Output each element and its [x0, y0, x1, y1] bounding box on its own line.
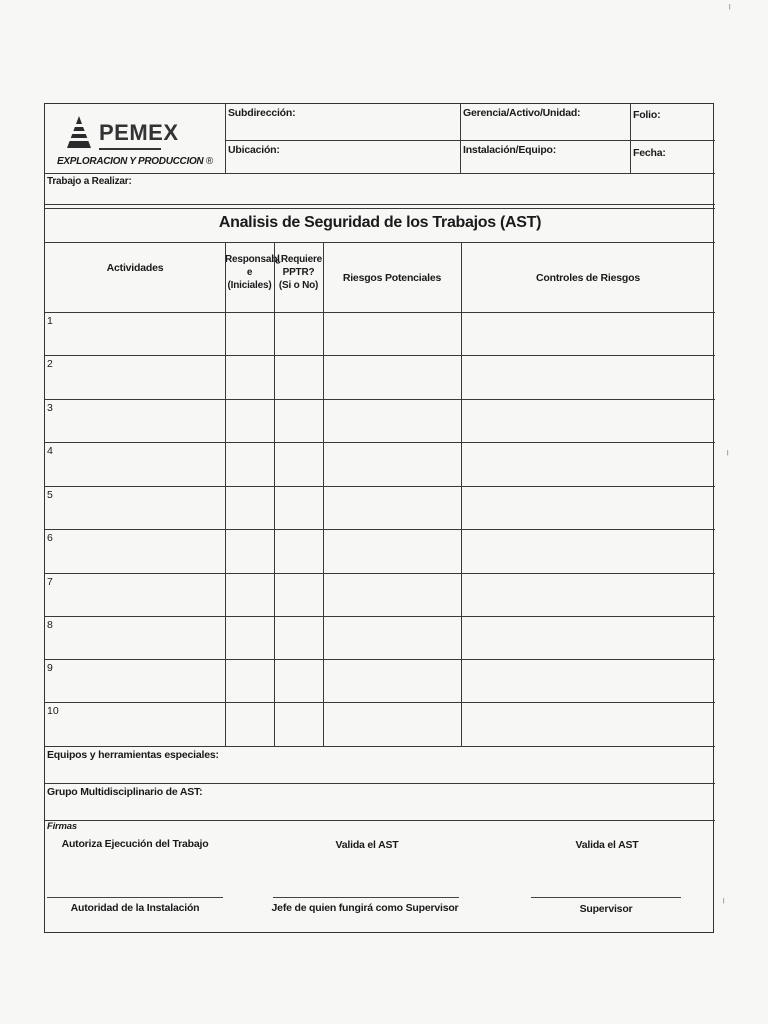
row-rule — [45, 486, 715, 487]
row-rule — [45, 399, 715, 400]
equipos-field[interactable]: Equipos y herramientas especiales: — [47, 749, 219, 761]
col-requiere-line2: PPTR? — [282, 267, 315, 278]
row-rule — [45, 442, 715, 443]
header-divider — [225, 104, 226, 173]
row-number: 10 — [47, 705, 59, 717]
folio-field[interactable]: Folio: — [633, 109, 661, 121]
signature-line-autoridad[interactable] — [47, 897, 223, 898]
registered-mark: ® — [205, 156, 213, 167]
header-divider — [460, 104, 461, 173]
scan-speck: ˡ — [723, 898, 725, 909]
logo-subtitle — [57, 156, 213, 167]
pemex-logo — [51, 108, 223, 172]
firmas-label: Firmas — [47, 821, 77, 832]
row-rule — [45, 529, 715, 530]
gerencia-field[interactable]: Gerencia/Activo/Unidad: — [463, 107, 581, 119]
col-responsable-line1: Responsabl — [225, 254, 280, 265]
row-number: 2 — [47, 358, 53, 370]
logo-rule — [99, 148, 161, 150]
row-number: 1 — [47, 315, 53, 327]
pemex-eagle-icon — [57, 110, 101, 154]
row-number: 9 — [47, 662, 53, 674]
trabajo-field[interactable]: Trabajo a Realizar: — [47, 176, 132, 187]
col-requiere-line3: (Si o No) — [278, 280, 319, 291]
grupo-field[interactable]: Grupo Multidisciplinario de AST: — [47, 786, 203, 798]
logo-subtitle-text: EXPLORACION Y PRODUCCION — [57, 156, 204, 167]
fecha-field[interactable]: Fecha: — [633, 147, 666, 159]
header-rule — [225, 140, 715, 141]
row-rule — [45, 616, 715, 617]
ubicacion-field[interactable]: Ubicación: — [228, 144, 280, 156]
jefe-supervisor-label: Jefe de quien fungirá como Supervisor — [271, 902, 459, 914]
valida-ast-label: Valida el AST — [335, 839, 399, 851]
ast-form — [44, 103, 714, 933]
rule — [45, 208, 715, 209]
row-number: 8 — [47, 619, 53, 631]
col-responsable — [225, 253, 280, 292]
rule — [45, 204, 715, 205]
row-number: 4 — [47, 445, 53, 457]
row-number: 6 — [47, 532, 53, 544]
row-number: 5 — [47, 489, 53, 501]
signature-line-jefe[interactable] — [273, 897, 459, 898]
signature-line-supervisor[interactable] — [531, 897, 681, 898]
col-responsable-line2: e (Iniciales) — [227, 267, 272, 291]
rule — [45, 783, 715, 784]
autoriza-ejecucion-label: Autoriza Ejecución del Trabajo — [61, 838, 209, 850]
col-requiere-line1: ¿Requiere — [274, 254, 323, 265]
supervisor-label: Supervisor — [579, 903, 633, 915]
autoridad-instalacion-label: Autoridad de la Instalación — [70, 902, 200, 914]
col-riesgos: Riesgos Potenciales — [342, 272, 442, 284]
table-bottom-rule — [45, 746, 715, 747]
table-divider — [225, 242, 226, 746]
row-number: 3 — [47, 402, 53, 414]
instalacion-field[interactable]: Instalación/Equipo: — [463, 144, 557, 156]
form-title: Analisis de Seguridad de los Trabajos (AST) — [218, 214, 542, 231]
subdireccion-field[interactable]: Subdirección: — [228, 107, 296, 119]
table-header-rule — [45, 312, 715, 313]
header-rule — [45, 173, 715, 174]
col-requiere — [274, 253, 323, 292]
header-divider — [630, 104, 631, 173]
col-controles: Controles de Riesgos — [536, 272, 640, 284]
valida-ast-label-2: Valida el AST — [575, 839, 639, 851]
table-divider — [323, 242, 324, 746]
row-number: 7 — [47, 576, 53, 588]
scan-speck: ˡ — [729, 4, 731, 15]
row-rule — [45, 573, 715, 574]
table-divider — [461, 242, 462, 746]
table-divider — [274, 242, 275, 746]
logo-wordmark: PEMEX — [99, 120, 179, 145]
rule — [45, 820, 715, 821]
row-rule — [45, 702, 715, 703]
col-actividades: Actividades — [106, 262, 164, 274]
scan-speck: ˡ — [727, 450, 729, 461]
row-rule — [45, 355, 715, 356]
row-rule — [45, 659, 715, 660]
rule — [45, 242, 715, 243]
